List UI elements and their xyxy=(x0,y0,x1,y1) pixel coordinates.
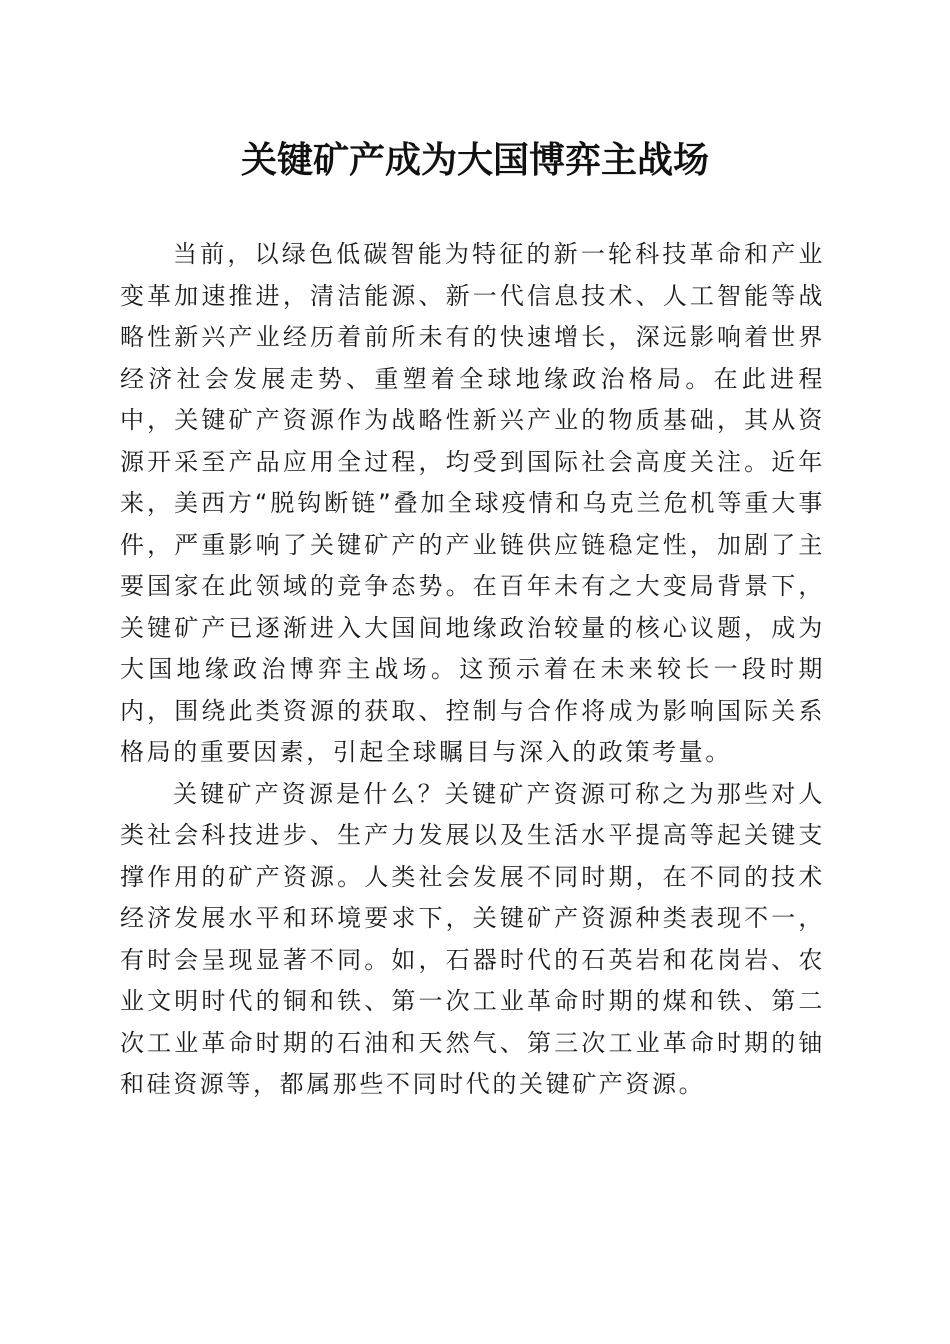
paragraph: 当前，以绿色低碳智能为特征的新一轮科技革命和产业变革加速推进，清洁能源、新一代信息技术、人工智能等战略性新兴产业经历着前所未有的快速增长，深远影响着世界经济社会发展走势、重塑着全球地缘政治格局。在此进程中，关键矿产资源作为战略性新兴产业的物质基础，其从资源开采至产品应用全过程，均受到国际社会高度关注。近年来，美西方“脱钩断链”叠加全球疫情和乌克兰危机等重大事件，严重影响了关键矿产的产业链供应链稳定性，加剧了主要国家在此领域的竞争态势。在百年未有之大变局背景下，关键矿产已逐渐进入大国间地缘政治较量的核心议题，成为大国地缘政治博弈主战场。这预示着在未来较长一段时期内，围绕此类资源的获取、控制与合作将成为影响国际关系格局的重要因素，引起全球瞩目与深入的政策考量。 xyxy=(120,240,825,766)
document-title: 关键矿产成为大国博弈主战场 xyxy=(240,139,709,181)
document-body xyxy=(120,234,825,1106)
paragraph: 关键矿产资源是什么？关键矿产资源可称之为那些对人类社会科技进步、生产力发展以及生活水平提高等起关键支撑作用的矿产资源。人类社会发展不同时期，在不同的技术经济发展水平和环境要求下，关键矿产资源种类表现不一，有时会呈现显著不同。如，石器时代的石英岩和花岗岩、农业文明时代的铜和铁、第一次工业革命时期的煤和铁、第二次工业革命时期的石油和天然气、第三次工业革命时期的铀和硅资源等，都属那些不同时代的关键矿产资源。 xyxy=(120,779,825,1098)
